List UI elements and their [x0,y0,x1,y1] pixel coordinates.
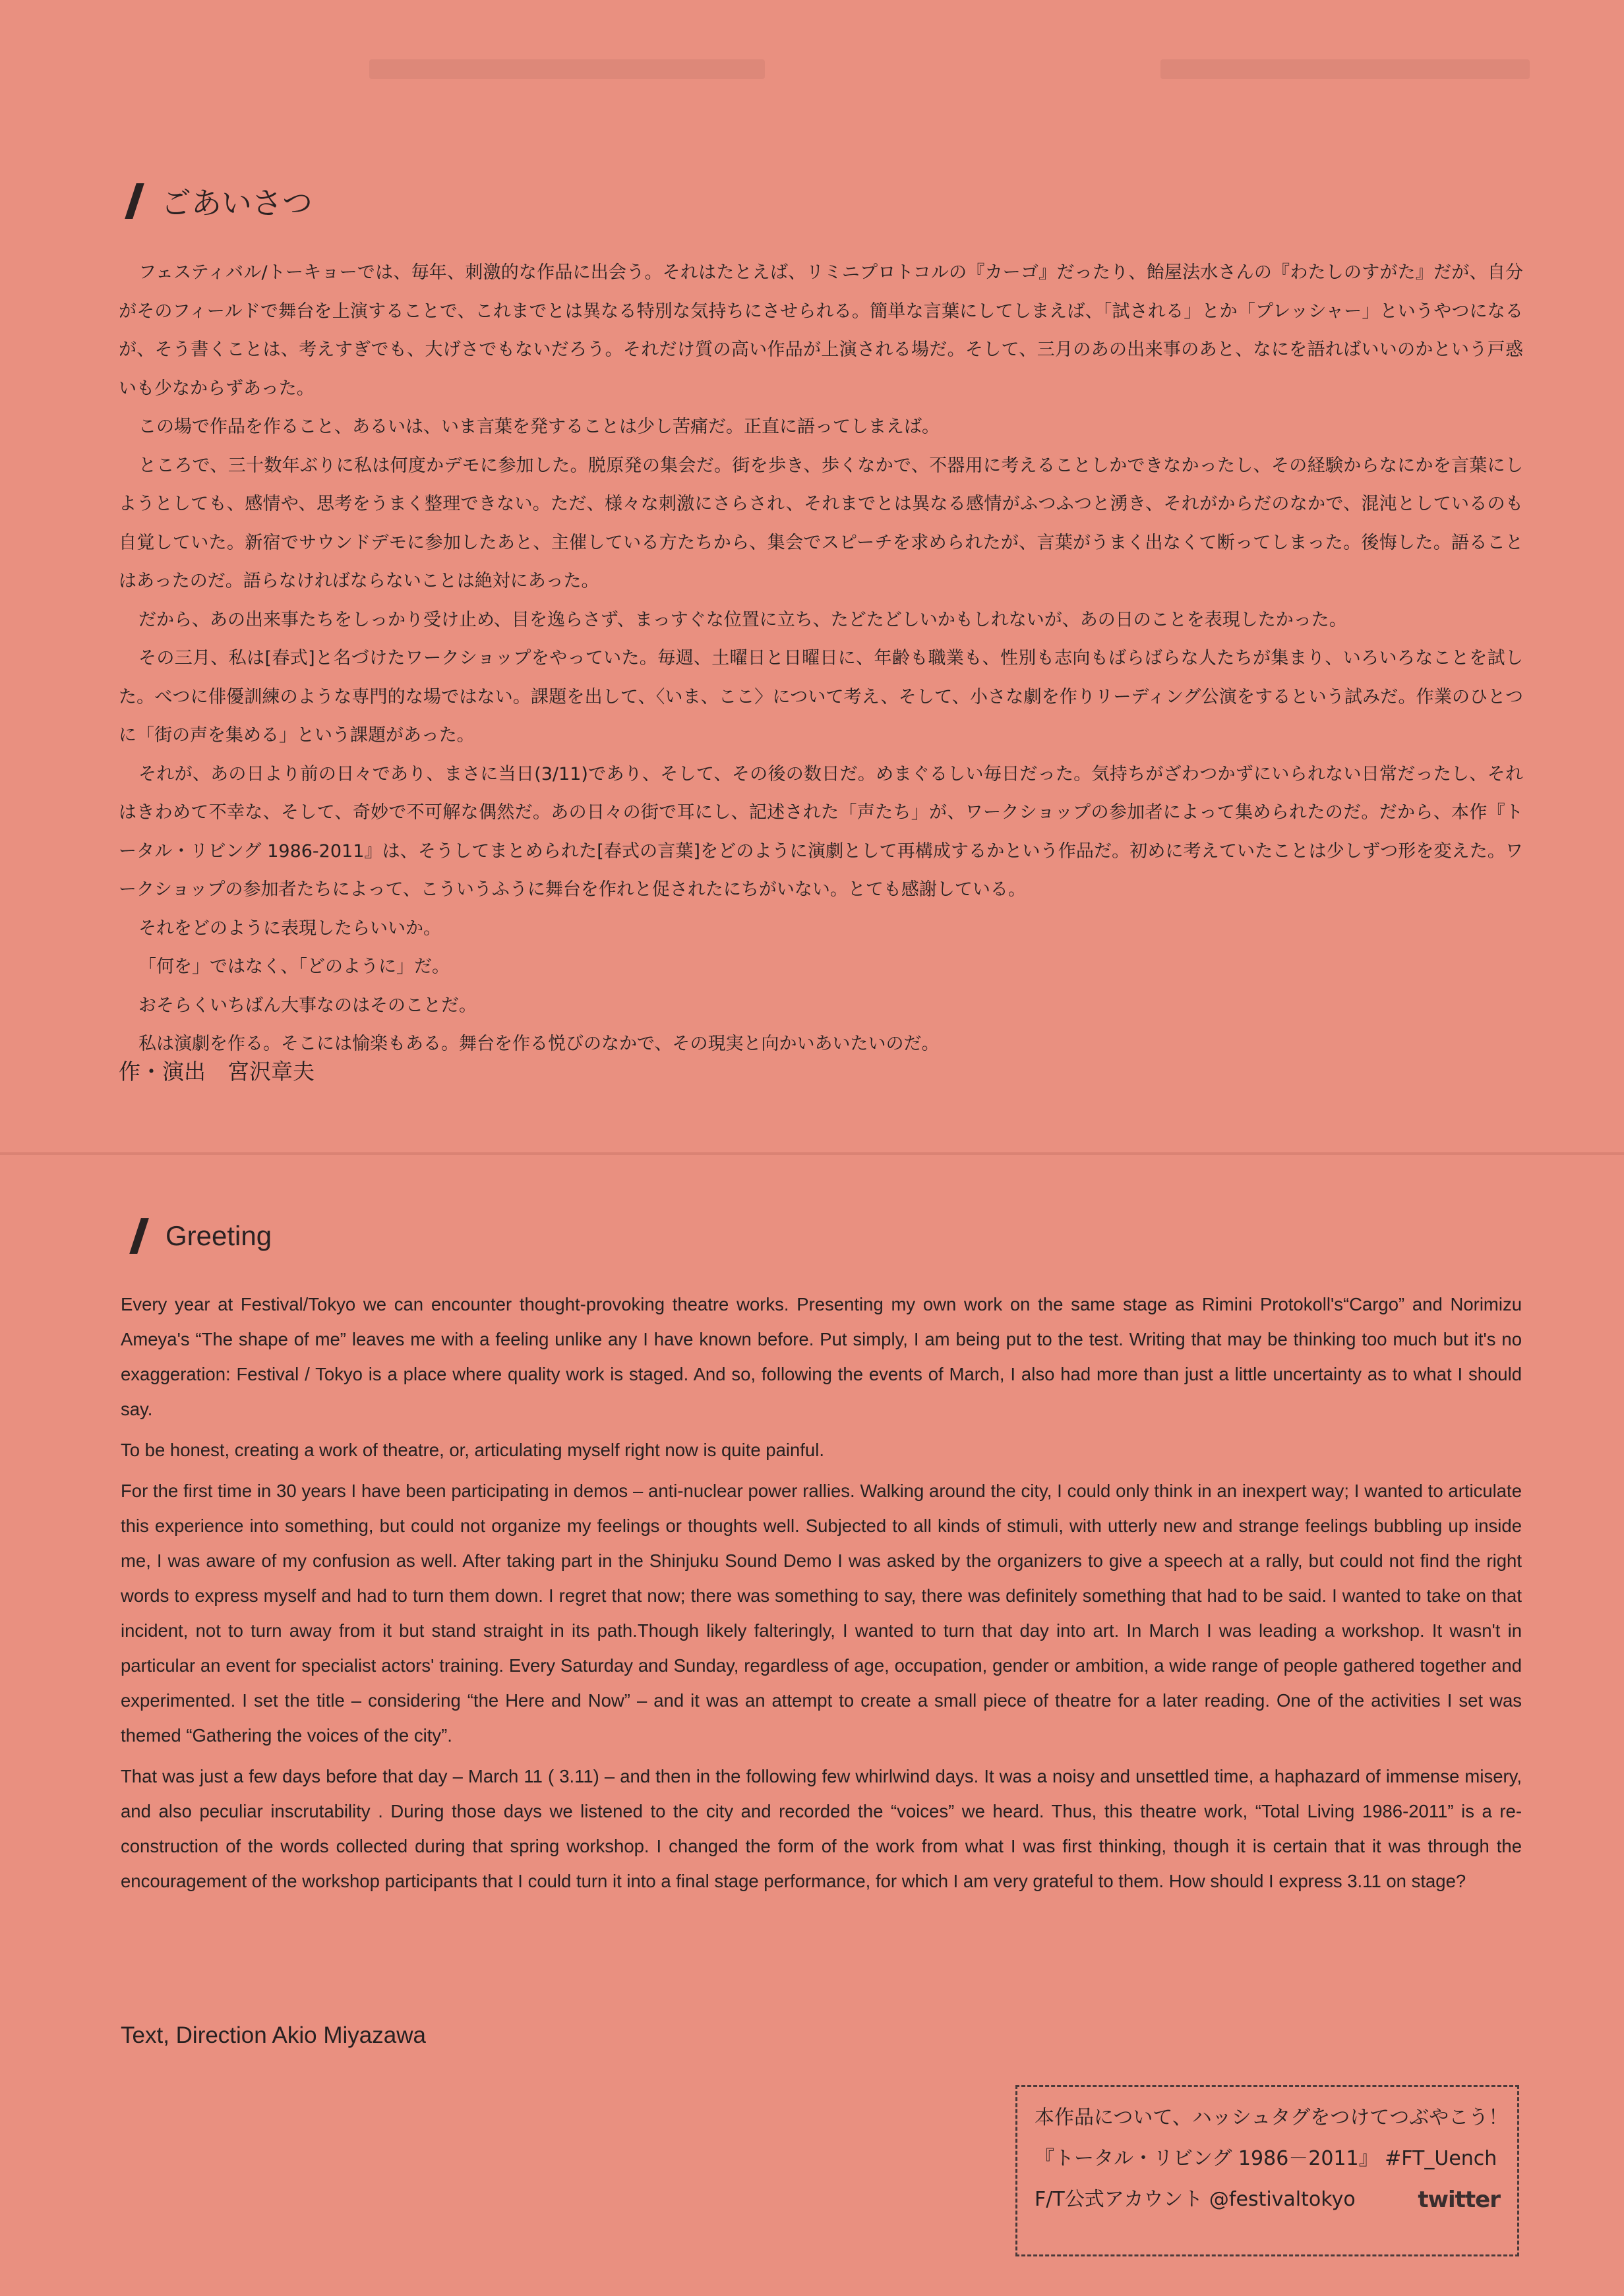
official-account-row [1035,2179,1500,2220]
jp-paragraph: おそらくいちばん大事なのはそのことだ。 [138,995,477,1016]
jp-paragraph: フェスティバル/トーキョーでは、毎年、刺激的な作品に出会う。それはたとえば、リミニプロトコルの『カーゴ』だったり、飴屋法水さんの『わたしのすがた』だが、自分がそのフィールドで舞台を上演することで、これまでとは異なる特別な気持ちにさせられる。簡単な言葉にしてしまえば、「試される」とか「プレッシャー」というやつになるが、そう書くことは、考えすぎでも、大げさでもないだろう。それだけ質の高い作品が上演される場だ。そして、三月のあの出来事のあと、なにを語ればいいのかという戸惑いも少なからずあった。 [119,262,1523,399]
bleed-through-left [369,59,765,79]
en-paragraph: That was just a few days before that day – March 11 ( 3.11) – and then in the following few whirlwind days. It was a noisy and unsettled time, a haphazard of immense misery, and also peculiar inscrutability . During those days we listened to the city and recorded the “voices” we heard. Thus, this theatre work, “Total Living 1986-2011” is a re-construction of the words collected during that spring workshop. I changed the form of the work from what I was first thinking, though it is certain that it was through the encouragement of the workshop participants that I could turn it into a final stage performance, for which I am very grateful to them. How should I express 3.11 on stage? [121,1766,1522,1891]
slash-icon [125,183,144,219]
en-heading-text: Greeting [165,1220,272,1251]
en-body [121,1287,1522,1904]
twitter-logo-icon: twitter [1418,2187,1500,2213]
en-paragraph: To be honest, creating a work of theatre, or, articulating myself right now is quite painful. [121,1440,824,1460]
official-account: F/T公式アカウント @festivaltokyo [1035,2188,1356,2211]
jp-body [119,254,1523,1064]
jp-paragraph: この場で作品を作ること、あるいは、いま言葉を発することは少し苦痛だ。正直に語ってしまえば。 [138,417,940,437]
jp-paragraph: その三月、私は[春式]と名づけたワークショップをやっていた。毎週、土曜日と日曜日に、年齢も職業も、性別も志向もばらばらな人たちが集まり、いろいろなことを試した。べつに俳優訓練のような専門的な場ではない。課題を出して、〈いま、ここ〉について考え、そして、小さな劇を作りリーディング公演をするという試みだ。作業のひとつに「街の声を集める」という課題があった。 [119,648,1523,746]
slash-icon [129,1218,149,1254]
en-paragraph: Every year at Festival/Tokyo we can encounter thought-provoking theatre works. Presenting my own work on the same stage as Rimini Protokoll's“Cargo” and Norimizu Ameya's “The shape of me” leaves me with a feeling unlike any I have known before. Put simply, I am being put to the test. Writing that may be thinking too much but it's no exaggeration: Festival / Tokyo is a place where quality work is staged. And so, following the events of March, I also had more than just a little uncertainty as to what I should say. [121,1294,1522,1419]
jp-paragraph: それが、あの日より前の日々であり、まさに当日(3/11)であり、そして、その後の数日だ。めまぐるしい毎日だった。気持ちがざわつかずにいられない日常だったし、それはきわめて不幸な、そして、奇妙で不可解な偶然だ。あの日々の街で耳にし、記述された「声たち」が、ワークショップの参加者によって集められたのだ。だから、本作『トータル・リビング 1986-2011』は、そうしてまとめられた[春式の言葉]をどのように演劇として再構成するかという作品だ。初めに考えていたことは少しずつ形を変えた。ワークショップの参加者たちによって、こういうふうに舞台を作れと促されたにちがいない。とても感謝している。 [119,763,1523,900]
hashtag-invite: 本作品について、ハッシュタグをつけてつぶやこう！ [1035,2106,1509,2129]
jp-heading-text: ごあいさつ [161,185,313,221]
hashtag-box [1015,2085,1519,2256]
jp-paragraph: 「何を」ではなく、「どのように」だ。 [138,957,450,977]
en-credit: Text, Direction Akio Miyazawa [121,2022,426,2048]
en-heading [135,1218,272,1254]
jp-paragraph: 私は演劇を作る。そこには愉楽もある。舞台を作る悦びのなかで、その現実と向かいあいたいのだ。 [138,1034,940,1054]
page-fold [0,1152,1624,1155]
jp-paragraph: ところで、三十数年ぶりに私は何度かデモに参加した。脱原発の集会だ。街を歩き、歩くなかで、不器用に考えることしかできなかったし、その経験からなにかを言葉にしようとしても、感情や、思考をうまく整理できない。ただ、様々な刺激にさらされ、それまでとは異なる感情がふつふつと湧き、それがからだのなかで、混沌としているのも自覚していた。新宿でサウンドデモに参加したあと、主催している方たちから、集会でスピーチを求められたが、言葉がうまく出なくて断ってしまった。後悔した。語ることはあったのだ。語らなければならないことは絶対にあった。 [119,455,1523,591]
jp-paragraph: だから、あの出来事たちをしっかり受け止め、目を逸らさず、まっすぐな位置に立ち、たどたどしいかもしれないが、あの日のことを表現したかった。 [138,609,1347,630]
jp-paragraph: それをどのように表現したらいいか。 [138,918,441,939]
jp-credit: 作・演出 宮沢章夫 [119,1059,315,1084]
bleed-through-right [1160,59,1530,79]
hashtag-title: 『トータル・リビング 1986－2011』 #FT_Uench [1035,2147,1497,2170]
en-paragraph: For the first time in 30 years I have been participating in demos – anti-nuclear power rallies. Walking around the city, I could only think in an inexpert way; I wanted to articulate this experience into something, but could not organize my feelings or thoughts well. Subjected to all kinds of stimuli, with utterly new and strange feelings bubbling up inside me, I was aware of my confusion as well. After taking part in the Shinjuku Sound Demo I was asked by the organizers to give a speech at a rally, but could not find the right words to express myself and had to turn them down. I regret that now; there was something to say, there was definitely something that had to be said. I wanted to take on that incident, not to turn away from it but stand straight in its path.Though likely falteringly, I wanted to turn that day into art. In March I was leading a workshop. It wasn't in particular an event for specialist actors' training. Every Saturday and Sunday, regardless of age, occupation, gender or ambition, a wide range of people gathered together and experimented. I set the title – considering “the Here and Now” – and it was an attempt to create a small piece of theatre for a later reading. One of the activities I set was themed “Gathering the voices of the city”. [121,1481,1522,1746]
jp-heading [131,179,313,223]
